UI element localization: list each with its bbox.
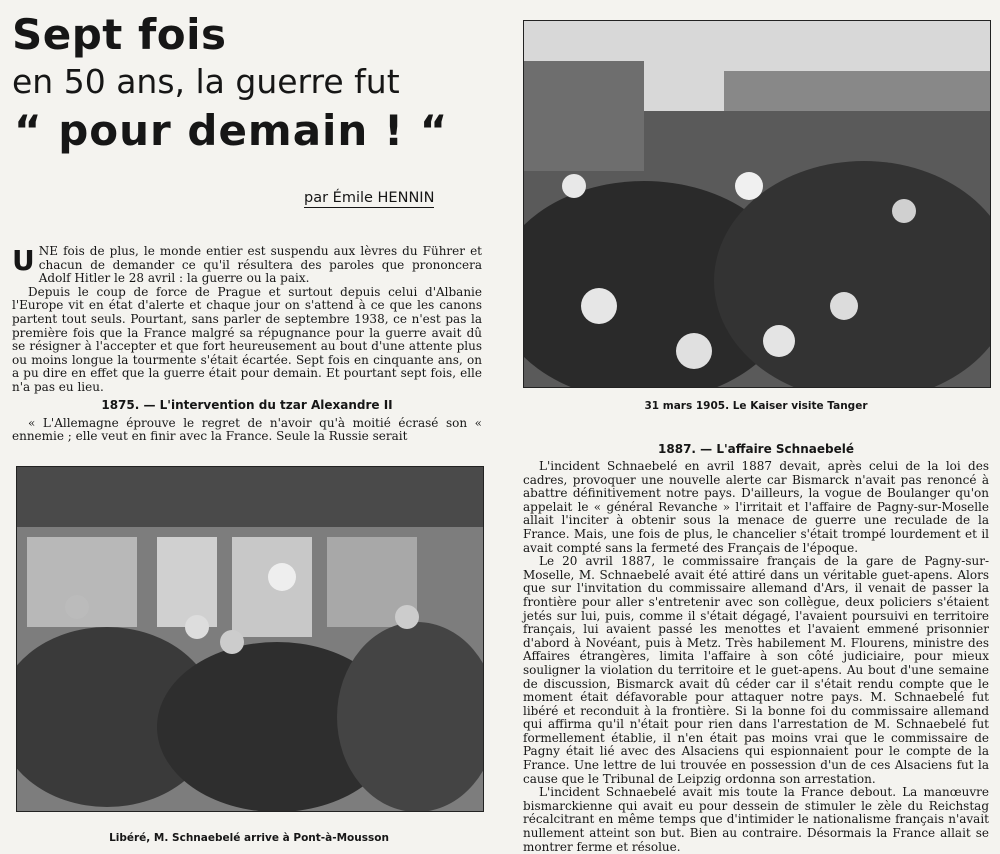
section-1875-paragraph: « L'Allemagne éprouve le regret de n'avoir qu'à moitié écrasé son « ennemie ; elle veut en finir avec la France. Seule la Russie serait [12,415,482,444]
drop-cap: U [12,244,35,277]
section-heading-1875: 1875. — L'intervention du tzar Alexandre II [101,397,393,412]
tangier-photo [523,20,991,388]
section-1887-paragraph-1: L'incident Schnaebelé en avril 1887 devait, après celui de la loi des cadres, provoquer une nouvelle alerte car Bismarck n'avait pas renoncé à abattre définitivement notre pays. D'ailleurs, la vogue de Boulanger qu'on appelait le « général Revanche » l'irritait et l'affaire de Pagny-sur-Moselle allait l'inciter à obtenir sous la menace de guerre une reculade de la France. Mais, une fois de plus, le chancelier s'était trompé lourdement et il avait compté sans la fermeté des Français de l'époque. [523,459,989,555]
left-column [12,10,482,444]
title-line-3: “ pour demain ! “ [14,106,449,155]
section-1887-paragraph-3: L'incident Schnaebelé avait mis toute la France debout. La manœuvre bismarckienne qui avait eu pour dessein de stimuler le zèle du Reichstag récalcitrant en même temps que d'intimider le nationalisme français n'avait nullement atteint son but. Bien au contraire. Désormais la France allait se montrer ferme et résolue. [523,785,989,854]
section-heading-1887: 1887. — L'affaire Schnaebelé [658,442,854,456]
byline: par Émile HENNIN [304,190,435,206]
engraving-image [17,467,483,811]
title-line-2: en 50 ans, la guerre fut [12,62,400,101]
intro-paragraph-2: Depuis le coup de force de Prague et surtout depuis celui d'Albanie l'Europe vit en état d'alerte et chaque jour on s'attend à ce que les canons partent tout seuls. Pourtant, sans parler de septembre 1938, ce n'est pas la première fois que la France malgré sa répugnance pour la guerre avait dû se résigner à l'accepter et que fort heureusement au bout d'une attente plus ou moins longue la tourmente s'était écartée. Sept fois en cinquante ans, on a pu dire en effet que la guerre était pour demain. Et pourtant sept fois, elle n'a pas eu lieu. [12,284,482,394]
intro-paragraph-1-text: NE fois de plus, le monde entier est suspendu aux lèvres du Führer et chacun de demander ce qu'il résultera des paroles que prononcera Adolf Hitler le 28 avril : la guerre ou la paix. [38,244,482,286]
section-1887-text [523,460,989,854]
tangier-image [524,21,990,387]
engraving-illustration [16,466,484,812]
caption-engraving: Libéré, M. Schnaebelé arrive à Pont-à-Mousson [109,832,389,844]
caption-tangier: 31 mars 1905. Le Kaiser visite Tanger [644,400,868,412]
intro-text [12,245,482,444]
title-line-1: Sept fois [12,10,227,59]
intro-paragraph-1 [12,245,482,286]
section-1887-paragraph-2: Le 20 avril 1887, le commissaire français de la gare de Pagny-sur-Moselle, M. Schnaebelé avait été attiré dans un véritable guet-apens. Alors que sur l'invitation du commissaire allemand d'Ars, il venait de passer la frontière pour aller s'entretenir avec son collègue, deux policiers s'étaient jetés sur lui, puis, comme il s'était dégagé, l'avaient poursuivi en territoire français, lui avaient passé les menottes et l'avaient emmené prisonnier d'abord à Novéant, puis à Metz. Très habilement M. Flourens, ministre des Affaires étrangères, limita l'affaire à son côté judiciaire, pour mieux souligner la violation du territoire et le guet-apens. Au bout d'une semaine de discussion, Bismarck avait dû céder car il s'était rendu compte que le moment était défavorable pour attaquer notre pays. M. Schnaebelé fut libéré et reconduit à la frontière. Si la bonne foi du commissaire allemand qui affirma qu'il n'était pour rien dans l'arrestation de M. Schnaebelé fut formellement établie, il n'en était pas moins vrai que le commissaire de Pagny était lié avec des Alsaciens qui espionnaient pour le compte de la France. Une lettre de lui trouvée en possession d'un de ces Alsaciens fut la cause que le Tribunal de Leipzig ordonna son arrestation. [523,554,989,786]
